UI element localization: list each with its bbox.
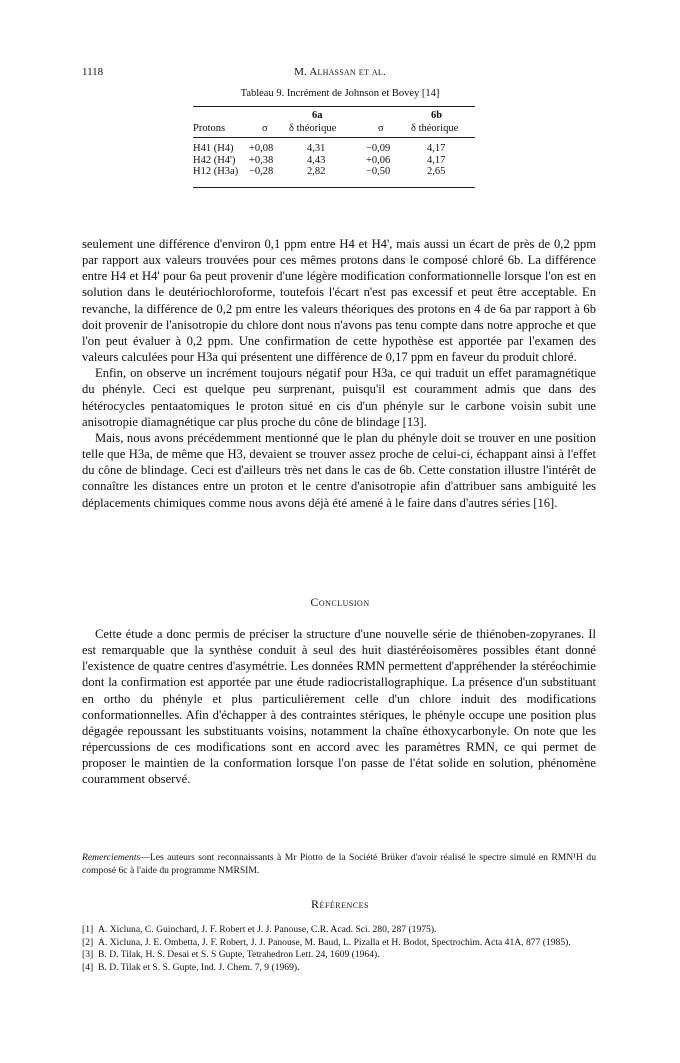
column-header-sigma-b: σ xyxy=(378,123,384,134)
reference-number: [3] xyxy=(82,949,94,961)
reference-item xyxy=(82,924,596,937)
body-paragraph: Enfin, on observe un incrément toujours négatif pour H3a, ce qui traduit un effet paramagnétique du phényle. Ceci est quelque peu surprenant, puisqu'il est couramment admis que dans des hétérocycles pentaatomiques le proton situé en cis d'un phényle sur le carbone voisin subit une anisotropie diamagnétique car plus proche du cône de blindage [13]. xyxy=(82,366,596,429)
reference-number: [2] xyxy=(82,936,94,948)
proton-cell: H41 (H4) xyxy=(193,143,234,154)
table-row xyxy=(193,166,475,178)
delta-b-cell: 2,65 xyxy=(427,166,446,177)
acknowledgements xyxy=(82,852,596,877)
table-row xyxy=(193,143,475,155)
reference-text: A. Xicluna, C. Guinchard, J. F. Robert et J. J. Panouse, C.R. Acad. Sci. 280, 287 (1975). xyxy=(98,924,437,935)
delta-b-cell: 4,17 xyxy=(427,154,446,166)
increment-table xyxy=(193,106,475,188)
sigma-a-cell: −0,28 xyxy=(249,166,274,177)
reference-number: [1] xyxy=(82,924,94,935)
table-header-rule xyxy=(193,137,475,138)
sigma-a-cell: +0,08 xyxy=(249,143,274,154)
references-list xyxy=(82,924,596,974)
sigma-b-cell: −0,50 xyxy=(366,166,391,177)
column-header-protons: Protons xyxy=(193,123,226,134)
table-bottom-rule xyxy=(193,187,475,188)
running-head: M. Alhassan et al. xyxy=(294,66,386,78)
sigma-b-cell: −0,09 xyxy=(366,143,391,154)
delta-a-cell: 4,43 xyxy=(307,154,326,166)
column-header-delta-a: δ théorique xyxy=(289,123,337,134)
reference-text: A. Xicluna, J. E. Ombetta, J. F. Robert, J. J. Panouse, M. Baud, L. Pizalla et H. Bodot, Spectrochim. Acta 41A, 877 (1985). xyxy=(98,936,571,948)
acknowledgements-label: Remerciements xyxy=(82,852,141,863)
delta-b-cell: 4,17 xyxy=(427,143,446,154)
conclusion-heading: Conclusion xyxy=(310,595,370,609)
body-paragraph: Mais, nous avons précédemment mentionné que le plan du phényle doit se trouver en une position telle que H3a, de même que H3, devaient se trouver assez proche de celui-ci, échappant ainsi à l'effet du cône de blindage. Ceci est d'ailleurs très net dans le cas de 6b. Cette constation illustre l'intérêt de connaître les distances entre un proton et le centre d'anisotropie afin d'attribuer sans ambiguité les déplacements chimiques comme nous avons déjà été amené à le faire dans d'autres séries [16]. xyxy=(82,430,596,510)
table-header xyxy=(193,107,475,137)
column-header-delta-b: δ théorique xyxy=(411,123,459,134)
reference-text: B. D. Tilak et S. S. Gupte, Ind. J. Chem. 7, 9 (1969). xyxy=(98,961,300,973)
sigma-a-cell: +0,38 xyxy=(249,154,274,166)
reference-item xyxy=(82,949,596,962)
reference-text: B. D. Tilak, H. S. Desai et S. S Gupte, Tetrahedron Lett. 24, 1609 (1964). xyxy=(98,949,380,961)
column-header-sigma-a: σ xyxy=(262,123,268,134)
sigma-b-cell: +0,06 xyxy=(366,154,391,166)
conclusion-text xyxy=(82,626,596,788)
reference-item xyxy=(82,962,596,975)
reference-item xyxy=(82,937,596,950)
acknowledgements-text: —Les auteurs sont reconnaissants à Mr Piotto de la Société Brüker d'avoir réalisé le spectre simulé en RMN¹H du composé 6c à l'aide du programme NMRSIM. xyxy=(82,852,596,876)
table-row xyxy=(193,155,475,167)
delta-a-cell: 4,31 xyxy=(307,143,326,154)
table-body xyxy=(193,143,475,187)
group-label-6a: 6a xyxy=(312,110,323,121)
body-paragraph: seulement une différence d'environ 0,1 ppm entre H4 et H4', mais aussi un écart de près de 0,2 ppm par rapport aux valeurs trouvées pour ces mêmes protons dans le composé chloré 6b. La différence entre H4 et H4' pour 6a peut provenir d'une légère modification conformationnelle lorsque l'on est en solution dans le deutériochloroforme, toutefois l'écart n'est pas excessif et peut être acceptable. En revanche, la différence de 0,2 pm entre les valeurs théoriques des protons en 4 de 6a par rapport à 6b doit provenir de l'anisotropie du chlore dont nous n'avons pas tenu compte dans notre approche et que l'on peut évaluer à 0,2 ppm. Une confirmation de cette hypothèse est apportée par l'examen des valeurs calculées pour H3a qui présentent une différence de 0,17 ppm en faveur du produit chloré. xyxy=(82,237,596,365)
reference-number: [4] xyxy=(82,961,94,973)
conclusion-paragraph: Cette étude a donc permis de préciser la structure d'une nouvelle série de thiénoben-zopyranes. Il est remarquable que la synthèse conduit à seul des huit diastéréoisomères possibles étant donné l'existence de quatre centres d'asymétrie. Les données RMN permettent d'appréhender la stéréochimie dont la confirmation est apportée par une étude radiocristallographique. La présence d'un substituant en ortho du phényle et plus particulièrement celle d'un chlore induit des modifications conformationnelles. Afin d'échapper à des contraintes stériques, le phényle occupe une position plus dégagée repoussant les substituants voisins, notamment la chaîne éthoxycarbonyle. On note que les répercussions de ces modifications sont en accord avec les paramètres RMN, ce qui permet de proposer le maintien de la conformation lorsque l'on passe de l'état solide en solution, phénomène couramment observé. xyxy=(82,627,596,787)
group-label-6b: 6b xyxy=(431,110,443,121)
page-header xyxy=(0,66,680,80)
delta-a-cell: 2,82 xyxy=(307,166,326,177)
proton-cell: H12 (H3a) xyxy=(193,166,239,177)
references-heading: Références xyxy=(311,897,369,911)
body-text xyxy=(82,236,596,511)
page-number: 1118 xyxy=(82,66,104,78)
table-caption: Tableau 9. Incrément de Johnson et Bovey [14] xyxy=(240,88,440,99)
proton-cell: H42 (H4') xyxy=(193,154,236,166)
